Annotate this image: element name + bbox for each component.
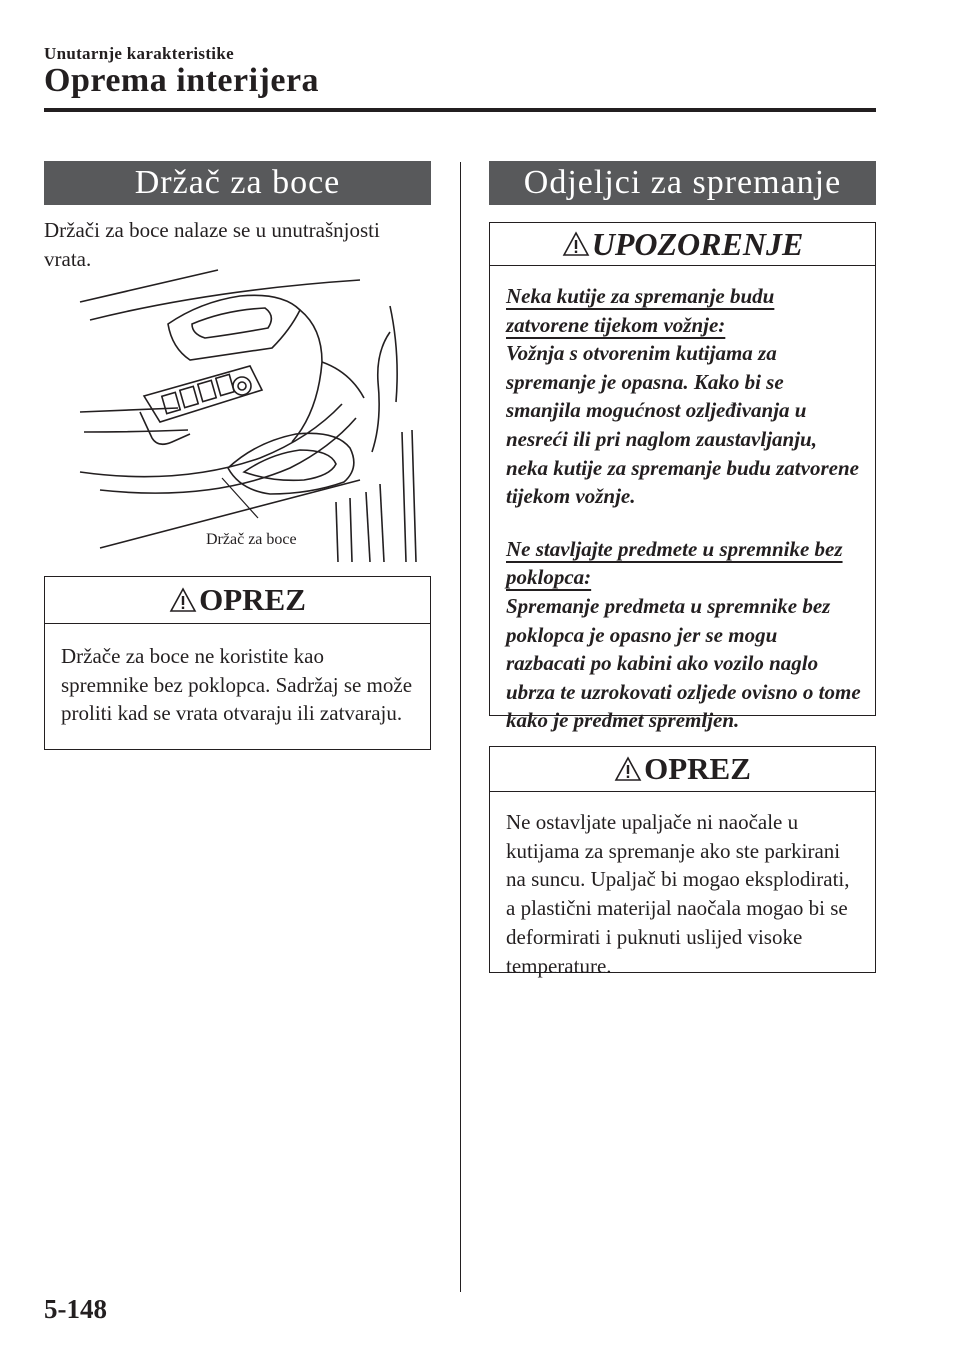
- caution-box-bottle-holder: [44, 576, 431, 750]
- warning-triangle-icon: [169, 587, 197, 613]
- caution-body: Držače za boce ne koristite kao spremnike bez poklopca. Sadržaj se može proliti kad se vrata otvaraju ili zatvaraju.: [61, 644, 413, 725]
- caution-header: [45, 577, 430, 624]
- warning-subheading-1: Neka kutije za spremanje budu zatvorene tijekom vožnje:: [506, 284, 775, 337]
- page-number: 5-148: [44, 1294, 107, 1324]
- figure-callout-label: Držač za boce: [206, 531, 297, 548]
- title-rule: [44, 108, 876, 112]
- caution-heading: OPREZ: [199, 582, 306, 617]
- warning-heading: UPOZORENJE: [591, 225, 804, 262]
- storage-compartments-banner: Odjeljci za spremanje: [489, 161, 876, 205]
- warning-subheading-2: Ne stavljajte predmete u spremnike bez poklopca:: [506, 536, 843, 590]
- caution-heading: OPREZ: [644, 751, 751, 786]
- bottle-holder-banner: Držač za boce: [44, 161, 431, 205]
- page-title: Oprema interijera: [44, 62, 320, 99]
- bottle-holder-intro: Držači za boce nalaze se u unutrašnjosti vrata.: [44, 218, 380, 271]
- warning-triangle-icon: [614, 756, 642, 782]
- caution-body: Ne ostavljate upaljače ni naočale u kutijama za spremanje ako ste parkirani na suncu. Upaljač bi mogao eksplodirati, a plastični materijal naočala mogao bi se deformirati i puknuti uslijed visoke temperature.: [506, 810, 850, 978]
- warning-paragraph-1: Vožnja s otvorenim kutijama za spremanje je opasna. Kako bi se smanjila mogućnost ozljeđivanja u nesreći ili pri naglom zaustavljanju, neka kutije za spremanje budu zatvorene tijekom vožnje.: [506, 341, 859, 509]
- warning-triangle-icon: [562, 231, 590, 257]
- warning-box-storage: [489, 222, 876, 733]
- caution-header: [490, 747, 875, 792]
- warning-header: [490, 223, 875, 266]
- column-divider: [460, 162, 461, 1292]
- section-label: Unutarnje karakteristike: [44, 44, 234, 63]
- warning-body: [490, 266, 875, 749]
- door-bottle-holder-illustration: [60, 262, 420, 562]
- warning-paragraph-2: Spremanje predmeta u spremnike bez poklopca je opasno jer se mogu razbacati po kabini ako vozilo naglo ubrza te uzrokovati ozljede ovisno o tome kako je predmet spremljen.: [506, 593, 861, 733]
- caution-box-storage: [489, 746, 876, 978]
